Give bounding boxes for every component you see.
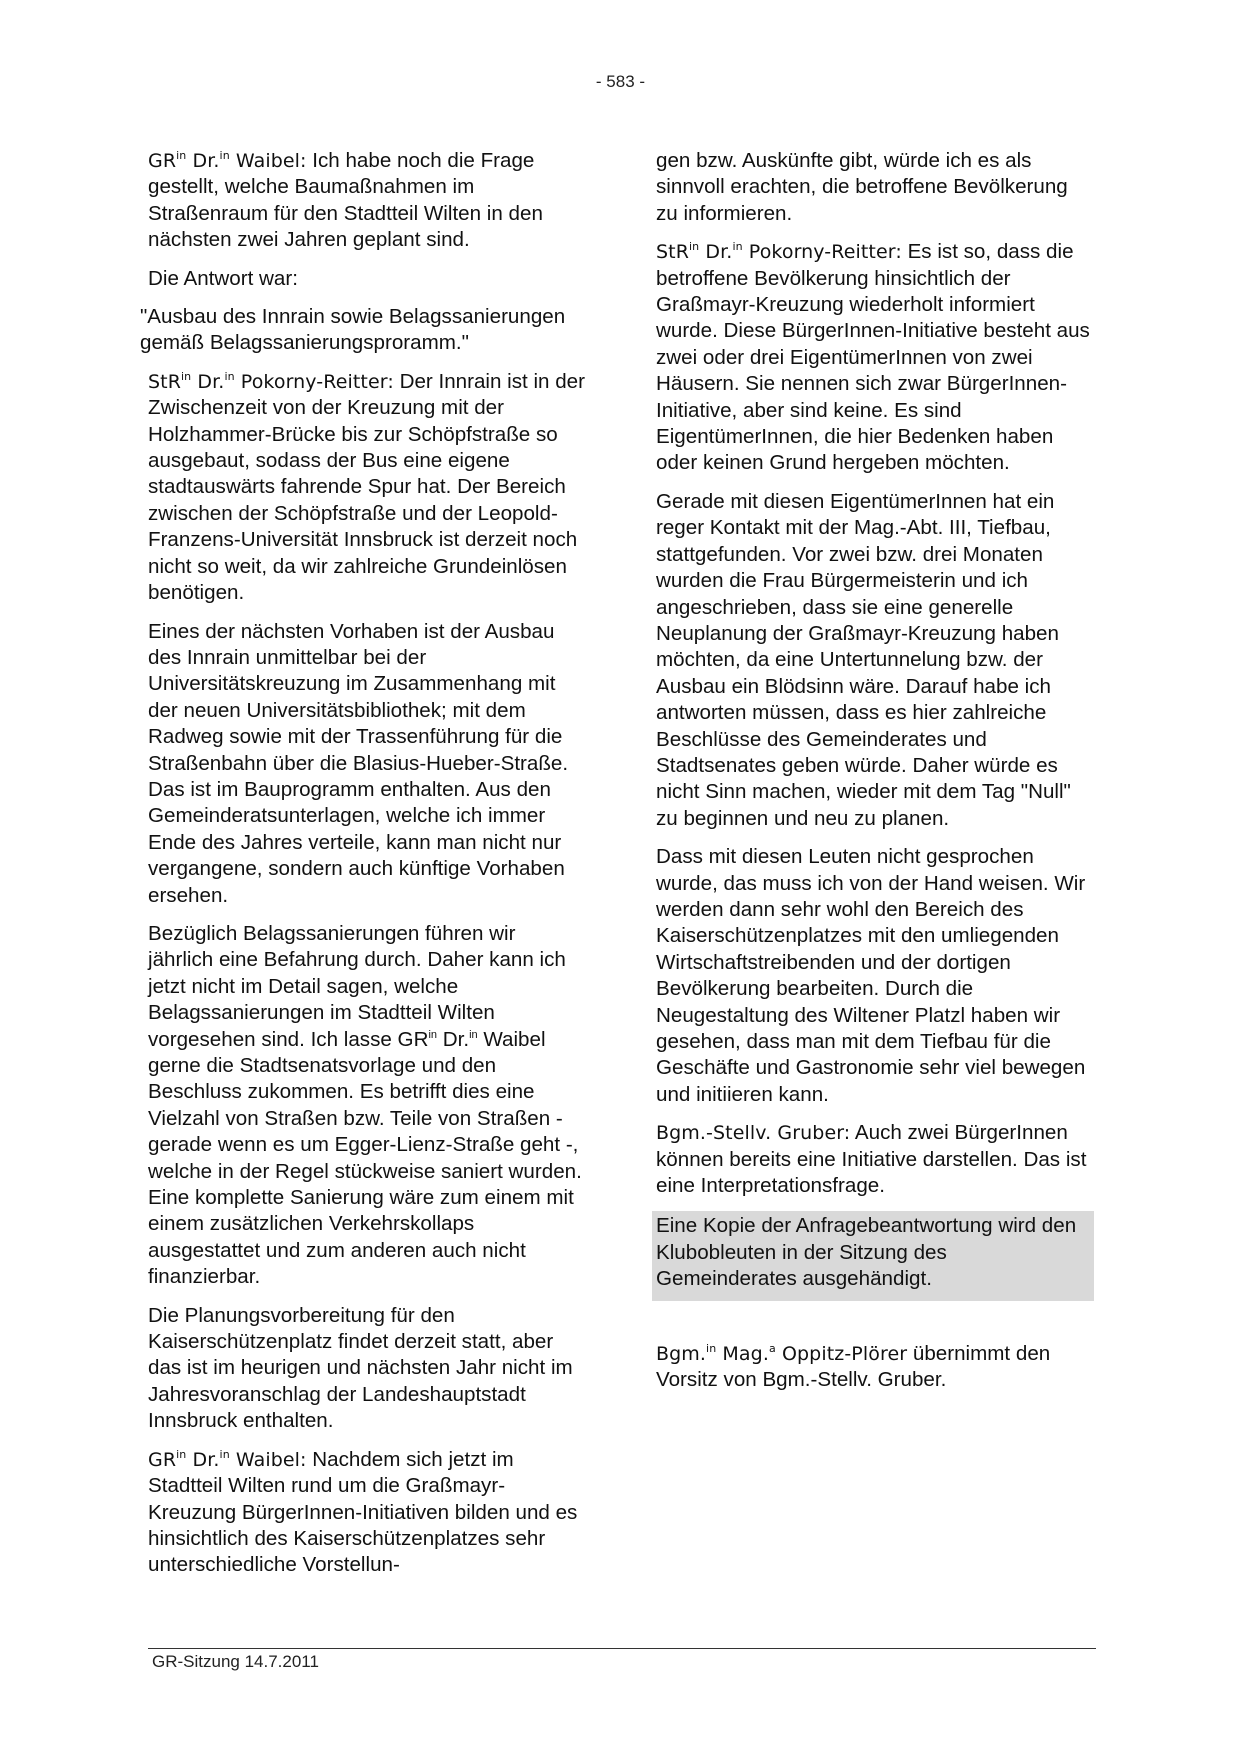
speaker-name: StR$^{in}$ Dr.$^{in}$ Pokorny-Reitter: — [656, 240, 902, 264]
right-column — [656, 148, 1094, 1405]
paragraph: Bezüglich Belagssanierungen führen wir jährlich eine Befahrung durch. Daher kann ich jetzt nicht im Detail sagen, welche Belagssanierungen im Stadtteil Wilten vorgesehen sind. Ich lasse $GR^{in}$ Dr.$^{in}$ Waibel gerne die Stadtsenatsvorlage und den Beschluss zukommen. Es betrifft dies eine Vielzahl von Straßen bzw. Teile von Straßen - gerade wenn es um Egger-Lienz-Straße geht -, welche in der Regel stückweise saniert wurden. Eine komplette Sanierung wäre zum einem mit einem zusätzlichen Verkehrskollaps ausgestattet und zum anderen auch nicht finanzierbar. — [148, 921, 582, 1289]
footer-divider — [148, 1648, 1096, 1649]
page-number: - 583 - — [595, 72, 646, 91]
quote-paragraph: "Ausbau des Innrain sowie Belagssanierungen gemäß Belagssanierungsproramm." — [140, 305, 566, 355]
paragraph: Die Planungsvorbereitung für den Kaiserschützenplatz findet derzeit statt, aber das ist im heurigen und nächsten Jahr nicht im Jahresvoranschlag der Landeshauptstadt Innsbruck enthalten. — [148, 1303, 573, 1433]
speaker-name: Bgm.-Stellv. Gruber: — [656, 1122, 851, 1145]
paragraph: Dass mit diesen Leuten nicht gesprochen wurde, das muss ich von der Hand weisen. Wir werden dann sehr wohl den Bereich des Kaiserschützenplatzes mit den umliegenden Wirtschaftstreibenden und der dortigen Bevölkerung bearbeiten. Durch die Neugestaltung des Wiltener Platzl haben wir gesehen, dass man mit dem Tiefbau für die Geschäfte und Gastronomie sehr viel bewegen und initiieren kann. — [656, 845, 1086, 1106]
paragraph: Die Antwort war: — [148, 266, 298, 290]
paragraph: Bgm.$^{in}$ Mag.$^a$ Oppitz-Plörer übernimmt den Vorsitz von Bgm.-Stellv. Gruber. — [656, 1341, 1051, 1392]
paragraph: Bgm.-Stellv. Gruber: Auch zwei BürgerInnen können bereits eine Initiative darstellen. Das ist eine Interpretationsfrage. — [656, 1121, 1087, 1198]
paragraph: $GR^{in}$ Dr.$^{in}$ Waibel: Ich habe noch die Frage gestellt, welche Baumaßnahmen im Straßenraum für den Stadtteil Wilten in den nächsten zwei Jahren geplant sind. — [148, 149, 543, 252]
spacer — [656, 1301, 1094, 1341]
speaker-name: $GR^{in}$ Dr.$^{in}$ Waibel: — [148, 1447, 307, 1471]
left-column — [140, 148, 586, 1591]
paragraph: Eines der nächsten Vorhaben ist der Ausbau des Innrain unmittelbar bei der Universitätskreuzung im Zusammenhang mit der neuen Universitätsbibliothek; mit dem Radweg sowie mit der Trassenführung für die Straßenbahn über die Blasius-Hueber-Straße. Das ist im Bauprogramm enthalten. Aus den Gemeinderatsunterlagen, welche ich immer Ende des Jahres verteile, kann man nicht nur vergangene, sondern auch künftige Vorhaben ersehen. — [148, 619, 569, 907]
speaker-name: Bgm.$^{in}$ Mag.$^a$ Oppitz-Plörer — [656, 1341, 908, 1365]
paragraph: StR$^{in}$ Dr.$^{in}$ Pokorny-Reitter: Der Innrain ist in der Zwischenzeit von der Kreuzung mit der Holzhammer-Brücke bis zur Schöpfstraße so ausgebaut, sodass der Bus eine eigene stadtauswärts fahrende Spur hat. Der Bereich zwischen der Schöpfstraße und der Leopold-Franzens-Universität Innsbruck ist derzeit noch nicht so weit, da wir zahlreiche Grundeinlösen benötigen. — [148, 369, 585, 605]
speaker-name: $GR^{in}$ Dr.$^{in}$ Waibel: — [148, 149, 307, 172]
paragraph: $GR^{in}$ Dr.$^{in}$ Waibel: Nachdem sich jetzt im Stadtteil Wilten rund um die Graßmayr-Kreuzung BürgerInnen-Initiativen bilden und es hinsichtlich des Kaiserschützenplatzes sehr unterschiedliche Vorstellun- — [148, 1447, 578, 1577]
footer-session-label: GR-Sitzung 14.7.2011 — [152, 1652, 319, 1671]
highlighted-note: Eine Kopie der Anfragebeantwortung wird den Klubobleuten in der Sitzung des Gemeinderates ausgehändigt. — [652, 1211, 1094, 1300]
paragraph: Gerade mit diesen EigentümerInnen hat ein reger Kontakt mit der Mag.-Abt. III, Tiefbau, stattgefunden. Vor zwei bzw. drei Monaten wurden die Frau Bürgermeisterin und ich angeschrieben, dass sie eine generelle Neuplanung der Graßmayr-Kreuzung haben möchten, da eine Untertunnelung bzw. der Ausbau ein Blödsinn wäre. Darauf habe ich antworten müssen, dass es hier zahlreiche Beschlüsse des Gemeinderates und Stadtsenates geben würde. Daher würde es nicht Sinn machen, wieder mit dem Tag "Null" zu beginnen und neu zu planen. — [656, 489, 1071, 830]
paragraph: StR$^{in}$ Dr.$^{in}$ Pokorny-Reitter: Es ist so, dass die betroffene Bevölkerung hinsichtlich der Graßmayr-Kreuzung wiederholt informiert wurde. Diese BürgerInnen-Initiative besteht aus zwei oder drei EigentümerInnen von zwei Häusern. Sie nennen sich zwar BürgerInnen-Initiative, aber sind keine. Es sind EigentümerInnen, die hier Bedenken haben oder keinen Grund hergeben möchten. — [656, 240, 1090, 475]
paragraph: gen bzw. Auskünfte gibt, würde ich es als sinnvoll erachten, die betroffene Bevölkerung zu informieren. — [656, 149, 1068, 225]
speaker-name: StR$^{in}$ Dr.$^{in}$ Pokorny-Reitter: — [148, 369, 394, 393]
